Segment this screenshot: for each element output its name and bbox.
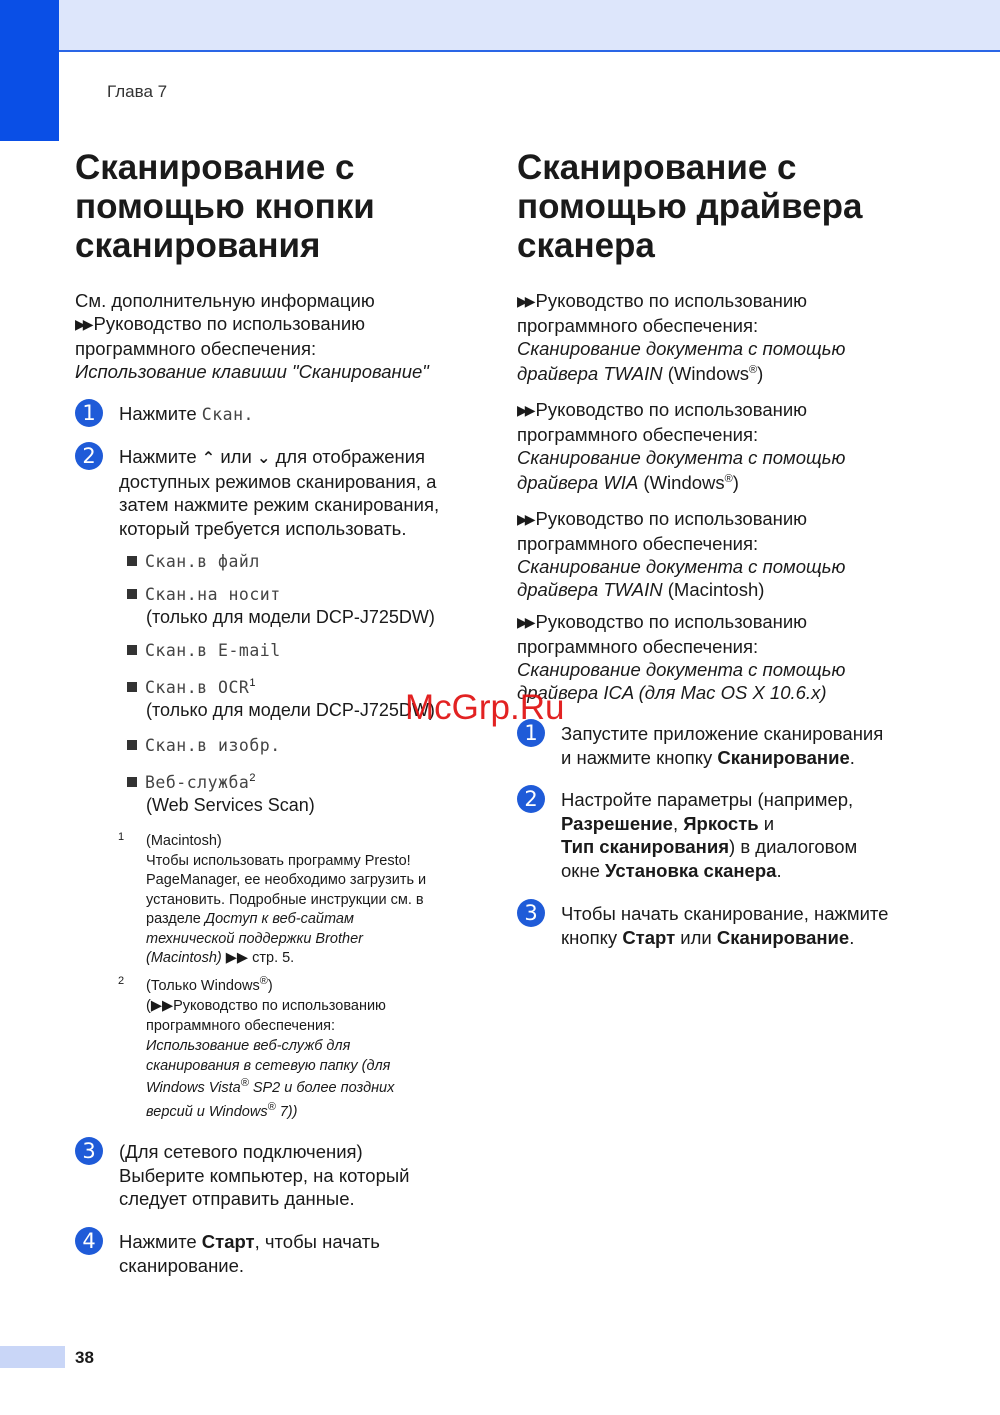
mode-list-item: Скан.в E-mail [127,639,281,662]
step-number-icon: 3 [517,899,545,927]
footer-band [0,1346,65,1368]
double-arrow-icon: ▶▶ [517,614,533,630]
chapter-label: Глава 7 [107,82,168,101]
mode-list-item: Скан.в OCR$^1$ (только для модели DCP-J725DW) [127,676,435,722]
mode-list-item: Скан.в изобр. [127,734,281,757]
bullet-icon [127,645,137,655]
up-arrow-icon: ⌃ [201,448,216,467]
chapter-tab [0,0,59,141]
bullet-icon [127,740,137,750]
bullet-icon [127,556,137,566]
watermark: McGrp.Ru [405,688,565,727]
down-arrow-icon: ⌄ [256,448,271,467]
page-number: 38 [75,1348,94,1367]
bullet-icon [127,777,137,787]
header-band [59,0,1000,52]
step-number-icon: 2 [75,442,103,470]
right-ref-1: ▶▶ Руководство по использованию программного обеспечения: Сканирование документа с помощью драйвера TWAIN (Windows®) [517,290,846,384]
left-title: Сканирование с помощью кнопки сканирования [75,148,375,265]
step-number-icon: 1 [517,719,545,747]
step-number-icon: 2 [517,785,545,813]
left-intro: См. дополнительную информацию ▶▶ Руководство по использованию программного обеспечения: Использование клавиши "Сканирование" [75,290,429,382]
mode-list-item: Веб-служба$^2$ (Web Services Scan) [127,771,315,817]
double-arrow-icon: ▶▶ [517,511,533,527]
right-ref-3: ▶▶ Руководство по использованию программного обеспечения: Сканирование документа с помощью драйвера TWAIN (Macintosh) [517,508,846,600]
right-ref-2: ▶▶ Руководство по использованию программного обеспечения: Сканирование документа с помощью драйвера WIA (Windows®) [517,399,846,493]
step-number-icon: 3 [75,1137,103,1165]
right-title: Сканирование с помощью драйвера сканера [517,148,863,265]
bullet-icon [127,589,137,599]
right-ref-4: ▶▶ Руководство по использованию программного обеспечения: Сканирование документа с помощью драйвера ICA (для Mac OS X 10.6.x) [517,611,846,703]
double-arrow-icon: ▶▶ [75,316,91,332]
step-number-icon: 1 [75,399,103,427]
step-number-icon: 4 [75,1227,103,1255]
mode-list-item: Скан.на носит (только для модели DCP-J725DW) [127,583,435,629]
double-arrow-icon: ▶▶ [517,293,533,309]
bullet-icon [127,682,137,692]
double-arrow-icon: ▶▶ [517,402,533,418]
mode-list-item: Скан.в файл [127,550,260,573]
scan-key-code: Скан. [201,405,254,424]
